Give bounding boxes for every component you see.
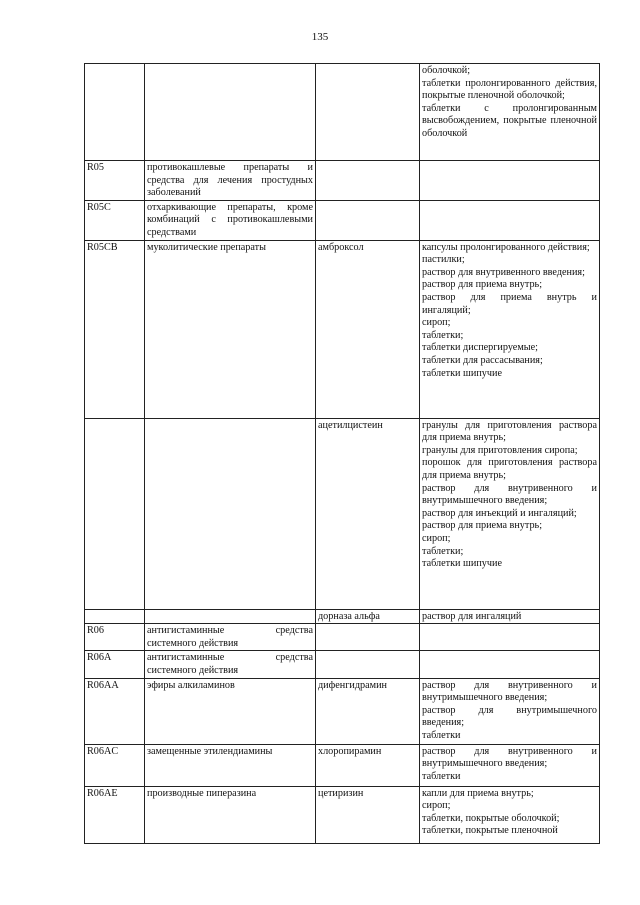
dosage-form-item: капсулы пролонгированного действия; <box>422 241 590 253</box>
dosage-form-item: таблетки с пролонгированным высвобождением, покрытые пленочной оболочкой <box>422 102 597 139</box>
dosage-forms-cell <box>420 64 600 161</box>
dosage-form-item: сироп; <box>422 317 451 329</box>
group-name-cell: антигистаминные средства системного действия <box>145 624 316 651</box>
dosage-form-item: пастилки; <box>422 254 465 266</box>
dosage-form-item: раствор для внутривенного и внутримышечного введения; <box>422 745 597 770</box>
group-name-cell <box>145 64 316 161</box>
table-row <box>85 678 600 744</box>
drug-name-cell: дорназа альфа <box>316 609 420 624</box>
drug-name-cell: ацетилцистеин <box>316 418 420 609</box>
drug-name-cell <box>316 161 420 201</box>
dosage-form-item: раствор для ингаляций <box>422 610 522 622</box>
dosage-form-item: раствор для внутривенного и внутримышечного введения; <box>422 679 597 704</box>
dosage-forms-cell <box>420 624 600 651</box>
drug-name-cell: цетиризин <box>316 786 420 843</box>
dosage-form-item: таблетки шипучие <box>422 558 502 570</box>
dosage-form-item: таблетки, покрытые оболочкой; <box>422 812 560 824</box>
drug-name-cell: амброксол <box>316 240 420 418</box>
dosage-form-item: порошок для приготовления раствора для приема внутрь; <box>422 457 597 481</box>
atc-code-cell: R06 <box>85 624 145 651</box>
dosage-form-item: сироп; <box>422 800 451 812</box>
dosage-form-item: таблетки; <box>422 545 464 557</box>
drug-name-cell <box>316 624 420 651</box>
group-name-cell: производные пиперазина <box>145 786 316 843</box>
group-name-cell: эфиры алкиламинов <box>145 678 316 744</box>
dosage-form-item: раствор для внутривенного введения; <box>422 266 585 278</box>
group-name-cell: противокашлевые препараты и средства для лечения простудных заболеваний <box>145 161 316 201</box>
table-row <box>85 418 600 609</box>
dosage-forms-cell <box>420 418 600 609</box>
dosage-form-item: раствор для приема внутрь и ингаляций; <box>422 291 597 316</box>
table-row <box>85 64 600 161</box>
group-name-cell: антигистаминные средства системного действия <box>145 651 316 678</box>
drug-list-table <box>84 63 600 844</box>
atc-code-cell: R05C <box>85 200 145 240</box>
dosage-forms-cell <box>420 161 600 201</box>
dosage-form-item: оболочкой; <box>422 65 471 76</box>
dosage-forms-cell <box>420 786 600 843</box>
table-row <box>85 240 600 418</box>
atc-code-cell: R05CB <box>85 240 145 418</box>
table-row <box>85 161 600 201</box>
dosage-form-item: таблетки; <box>422 329 464 341</box>
dosage-forms-cell <box>420 609 600 624</box>
dosage-form-item: раствор для приема внутрь; <box>422 279 543 291</box>
table-row <box>85 624 600 651</box>
atc-code-cell: R06AC <box>85 744 145 786</box>
dosage-form-item: таблетки пролонгированного действия, покрытые пленочной оболочкой; <box>422 77 597 102</box>
group-name-cell <box>145 609 316 624</box>
atc-code-cell <box>85 418 145 609</box>
drug-name-cell: дифенгидрамин <box>316 678 420 744</box>
drug-name-cell: хлоропирамин <box>316 744 420 786</box>
dosage-forms-cell <box>420 200 600 240</box>
dosage-form-item: сироп; <box>422 532 451 544</box>
dosage-form-item: раствор для внутримышечного введения; <box>422 704 597 729</box>
group-name-cell: отхаркивающие препараты, кроме комбинаций с противокашлевыми средствами <box>145 200 316 240</box>
atc-code-cell: R06AE <box>85 786 145 843</box>
group-name-cell <box>145 418 316 609</box>
drug-name-cell <box>316 64 420 161</box>
dosage-form-item: таблетки диспергируемые; <box>422 342 538 354</box>
group-name-cell: муколитические препараты <box>145 240 316 418</box>
table-row <box>85 786 600 843</box>
dosage-form-item: таблетки для рассасывания; <box>422 354 543 366</box>
drug-name-cell <box>316 651 420 678</box>
group-name-cell: замещенные этилендиамины <box>145 744 316 786</box>
dosage-form-item: раствор для приема внутрь; <box>422 520 543 532</box>
dosage-form-item: таблетки шипучие <box>422 367 502 379</box>
atc-code-cell <box>85 609 145 624</box>
dosage-form-item: таблетки, покрытые пленочной <box>422 825 558 837</box>
atc-code-cell <box>85 64 145 161</box>
page-number: 135 <box>311 31 329 43</box>
table-row <box>85 609 600 624</box>
dosage-forms-cell <box>420 240 600 418</box>
table-row <box>85 200 600 240</box>
atc-code-cell: R06AA <box>85 678 145 744</box>
dosage-form-item: таблетки <box>422 770 461 782</box>
table-row <box>85 651 600 678</box>
dosage-form-item: гранулы для приготовления сиропа; <box>422 444 578 456</box>
dosage-form-item: капли для приема внутрь; <box>422 787 534 799</box>
dosage-form-item: гранулы для приготовления раствора для приема внутрь; <box>422 419 597 444</box>
dosage-forms-cell <box>420 651 600 678</box>
atc-code-cell: R05 <box>85 161 145 201</box>
dosage-form-item: раствор для внутривенного и внутримышечного введения; <box>422 482 597 507</box>
drug-name-cell <box>316 200 420 240</box>
dosage-forms-cell <box>420 744 600 786</box>
dosage-form-item: таблетки <box>422 729 461 741</box>
atc-code-cell: R06A <box>85 651 145 678</box>
table-row <box>85 744 600 786</box>
dosage-forms-cell <box>420 678 600 744</box>
dosage-form-item: раствор для инъекций и ингаляций; <box>422 507 577 519</box>
